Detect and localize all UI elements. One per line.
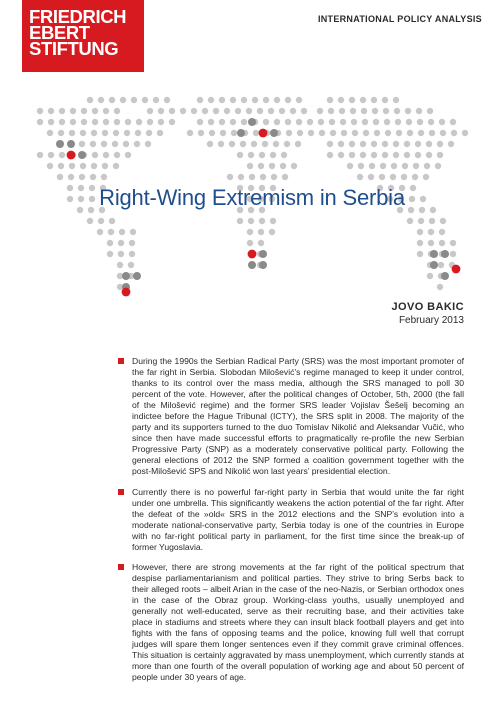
map-dot xyxy=(382,152,388,158)
map-dot xyxy=(78,151,86,159)
author-name: JOVO BAKIC xyxy=(391,301,464,313)
map-dot xyxy=(407,218,413,224)
map-dot xyxy=(248,118,256,126)
map-dot xyxy=(248,250,257,259)
map-dot xyxy=(109,97,115,103)
map-dot xyxy=(208,97,214,103)
map-dot xyxy=(341,130,347,136)
map-dot xyxy=(67,151,76,160)
map-dot xyxy=(235,108,241,114)
map-dot xyxy=(102,130,108,136)
map-dot xyxy=(328,108,334,114)
map-dot xyxy=(380,163,386,169)
map-dot xyxy=(415,152,421,158)
map-dot xyxy=(102,163,108,169)
map-dot xyxy=(240,141,246,147)
map-dot xyxy=(263,97,269,103)
map-dot xyxy=(327,141,333,147)
map-dot xyxy=(146,130,152,136)
publication-date: February 2013 xyxy=(398,315,464,326)
map-dot xyxy=(368,174,374,180)
map-dot xyxy=(360,97,366,103)
map-dot xyxy=(48,119,54,125)
map-dot xyxy=(103,108,109,114)
map-dot xyxy=(437,284,443,290)
map-dot xyxy=(153,97,159,103)
map-dot xyxy=(145,141,151,147)
map-dot xyxy=(418,130,424,136)
map-dot xyxy=(296,119,302,125)
map-dot xyxy=(37,119,43,125)
map-dot xyxy=(246,108,252,114)
map-dot xyxy=(136,119,142,125)
map-dot xyxy=(227,174,233,180)
map-dot xyxy=(213,108,219,114)
map-dot xyxy=(428,229,434,235)
map-dot xyxy=(237,218,243,224)
map-dot xyxy=(269,163,275,169)
map-dot xyxy=(451,130,457,136)
map-dot xyxy=(230,97,236,103)
map-dot xyxy=(270,218,276,224)
map-dot xyxy=(430,250,438,258)
map-dot xyxy=(157,130,163,136)
map-dot xyxy=(219,119,225,125)
map-dot xyxy=(329,119,335,125)
map-dot xyxy=(430,261,438,269)
map-dot xyxy=(273,141,279,147)
map-dot xyxy=(58,130,64,136)
map-dot xyxy=(417,229,423,235)
map-dot xyxy=(393,141,399,147)
map-dot xyxy=(394,108,400,114)
map-dot xyxy=(435,163,441,169)
map-dot xyxy=(230,119,236,125)
map-dot xyxy=(286,130,292,136)
map-dot xyxy=(118,240,124,246)
map-dot xyxy=(402,163,408,169)
map-dot xyxy=(59,119,65,125)
map-dot xyxy=(382,97,388,103)
map-dot xyxy=(362,119,368,125)
map-dot xyxy=(247,229,253,235)
summary-point xyxy=(118,487,464,553)
map-dot xyxy=(285,97,291,103)
map-dot xyxy=(371,141,377,147)
map-dot xyxy=(147,119,153,125)
map-dot xyxy=(59,152,65,158)
map-dot xyxy=(426,141,432,147)
map-dot xyxy=(317,108,323,114)
map-dot xyxy=(114,152,120,158)
map-dot xyxy=(92,119,98,125)
map-dot xyxy=(219,97,225,103)
map-dot xyxy=(247,240,253,246)
map-dot xyxy=(218,141,224,147)
map-dot xyxy=(429,218,435,224)
map-dot xyxy=(164,97,170,103)
map-dot xyxy=(220,130,226,136)
map-dot xyxy=(120,97,126,103)
logo-line-3: STIFTUNG xyxy=(29,38,119,59)
map-dot xyxy=(262,141,268,147)
map-dot xyxy=(330,130,336,136)
map-dot xyxy=(107,240,113,246)
map-dot xyxy=(415,141,421,147)
map-dot xyxy=(113,163,119,169)
map-dot xyxy=(361,108,367,114)
map-dot xyxy=(101,141,107,147)
map-dot xyxy=(142,97,148,103)
map-dot xyxy=(180,108,186,114)
map-dot xyxy=(406,119,412,125)
map-dot xyxy=(252,97,258,103)
map-dot xyxy=(158,108,164,114)
summary-point-text: However, there are strong movements at the far right of the political spectrum that despise parliamentarianism and political parties. They strive to bring Serbs back to their alleged roots – albeit Arian in the case of the neo-Nazis, or Serbian orthodox ones in the case of the Obraz group. Working-class youths, usually unemployed and generally not well-educated, serve as their recruiting base, and their activities take place in stadiums and streets where they can insult black football players and get into fights with the fans of opposing teams and the police, knowing full well that corrupt judges will spare them longer sentences even if they commit grave criminal offences. This situation is certainly aggravated by mass unemployment, which currently stands at more than one fourth of the overall population of working age and about 50 percent of people under 30 years of age. xyxy=(132,561,464,683)
map-dot xyxy=(125,119,131,125)
map-dot xyxy=(248,152,254,158)
map-dot xyxy=(401,174,407,180)
map-dot xyxy=(131,97,137,103)
map-dot xyxy=(440,130,446,136)
map-dot xyxy=(58,163,64,169)
map-dot xyxy=(103,152,109,158)
map-dot xyxy=(147,108,153,114)
map-dot xyxy=(169,108,175,114)
map-dot xyxy=(269,229,275,235)
map-dot xyxy=(462,130,468,136)
map-dot xyxy=(237,152,243,158)
map-dot xyxy=(417,251,423,257)
map-dot xyxy=(383,108,389,114)
map-dot xyxy=(437,141,443,147)
map-dot xyxy=(92,152,98,158)
map-dot xyxy=(439,229,445,235)
map-dot xyxy=(249,174,255,180)
map-dot xyxy=(405,108,411,114)
map-dot xyxy=(352,130,358,136)
map-dot xyxy=(37,152,43,158)
map-dot xyxy=(424,163,430,169)
map-dot xyxy=(438,262,444,268)
map-dot xyxy=(327,152,333,158)
map-dot xyxy=(208,119,214,125)
map-dot xyxy=(81,119,87,125)
map-dot xyxy=(416,108,422,114)
map-dot xyxy=(318,119,324,125)
map-dot xyxy=(441,250,449,258)
map-dot xyxy=(118,251,124,257)
map-dot xyxy=(47,163,53,169)
map-dot xyxy=(327,97,333,103)
map-dot xyxy=(48,152,54,158)
logo-line-1: FRIEDRICH xyxy=(29,6,127,27)
map-dot xyxy=(439,119,445,125)
map-dot xyxy=(259,152,265,158)
map-dot xyxy=(48,108,54,114)
map-dot xyxy=(450,240,456,246)
map-dot xyxy=(384,119,390,125)
map-dot xyxy=(393,152,399,158)
map-dot xyxy=(395,119,401,125)
map-dot xyxy=(237,129,245,137)
map-dot xyxy=(258,229,264,235)
map-dot xyxy=(117,262,123,268)
map-dot xyxy=(268,108,274,114)
map-dot xyxy=(112,141,118,147)
map-dot xyxy=(135,130,141,136)
map-dot xyxy=(427,273,433,279)
summary-point-text: Currently there is no powerful far-right party in Serbia that would unite the far right under one umbrella. This significantly weakens the action potential of the far right. After the defeat of the »old« SRS in the 2012 elections and the SNP’s evolution into a moderate national-conservative party, Serbia today is one of the countries in Europe with no far-right political party in parliament, for the first time since the break-up of former Yugoslavia. xyxy=(132,486,464,552)
map-dot xyxy=(427,108,433,114)
map-dot xyxy=(87,97,93,103)
map-dot xyxy=(134,141,140,147)
map-dot xyxy=(274,97,280,103)
map-dot xyxy=(207,141,213,147)
map-dot xyxy=(98,97,104,103)
map-dot xyxy=(69,130,75,136)
map-dot xyxy=(307,119,313,125)
map-dot xyxy=(158,119,164,125)
map-dot xyxy=(259,218,265,224)
map-dot xyxy=(263,119,269,125)
map-dot xyxy=(448,141,454,147)
map-dot xyxy=(407,130,413,136)
map-dot xyxy=(417,119,423,125)
map-dot xyxy=(187,130,193,136)
map-dot xyxy=(91,163,97,169)
map-dot xyxy=(296,97,302,103)
map-dot xyxy=(418,218,424,224)
map-dot xyxy=(69,163,75,169)
map-dot xyxy=(338,97,344,103)
map-dot xyxy=(79,174,85,180)
map-dot xyxy=(349,97,355,103)
map-dot xyxy=(285,119,291,125)
map-dot xyxy=(257,108,263,114)
map-dot xyxy=(280,163,286,169)
map-dot xyxy=(371,152,377,158)
map-dot xyxy=(340,119,346,125)
map-dot xyxy=(103,119,109,125)
map-dot xyxy=(339,108,345,114)
map-dot xyxy=(284,141,290,147)
map-dot xyxy=(279,108,285,114)
map-dot xyxy=(90,141,96,147)
summary-point xyxy=(118,562,464,684)
dot-world-map-graphic xyxy=(0,0,504,330)
map-dot xyxy=(81,108,87,114)
map-dot xyxy=(373,119,379,125)
map-dot xyxy=(390,174,396,180)
map-dot xyxy=(357,174,363,180)
map-dot xyxy=(363,130,369,136)
map-dot xyxy=(297,130,303,136)
map-dot xyxy=(209,130,215,136)
map-dot xyxy=(253,130,259,136)
map-dot xyxy=(301,108,307,114)
map-dot xyxy=(437,152,443,158)
map-dot xyxy=(114,119,120,125)
map-dot xyxy=(450,251,456,257)
red-square-bullet-icon xyxy=(118,358,124,364)
map-dot xyxy=(80,130,86,136)
map-dot xyxy=(108,229,114,235)
map-dot xyxy=(248,261,256,269)
map-dot xyxy=(251,141,257,147)
map-dot xyxy=(202,108,208,114)
map-dot xyxy=(452,265,461,274)
map-dot xyxy=(80,163,86,169)
summary-points xyxy=(118,356,464,692)
map-dot xyxy=(247,163,253,169)
map-dot xyxy=(369,163,375,169)
map-dot xyxy=(374,130,380,136)
map-dot xyxy=(260,174,266,180)
map-dot xyxy=(241,97,247,103)
map-dot xyxy=(68,174,74,180)
map-dot xyxy=(396,130,402,136)
map-dot xyxy=(338,141,344,147)
map-dot xyxy=(123,141,129,147)
map-dot xyxy=(347,163,353,169)
map-dot xyxy=(238,174,244,180)
map-dot xyxy=(197,119,203,125)
map-dot xyxy=(79,141,85,147)
map-dot xyxy=(308,130,314,136)
map-dot xyxy=(271,174,277,180)
map-dot xyxy=(229,141,235,147)
series-label: INTERNATIONAL POLICY ANALYSIS xyxy=(317,14,482,24)
map-dot xyxy=(404,152,410,158)
map-dot xyxy=(385,130,391,136)
map-dot xyxy=(350,108,356,114)
map-dot xyxy=(450,119,456,125)
map-dot xyxy=(122,288,131,297)
map-dot xyxy=(67,140,75,148)
map-dot xyxy=(169,119,175,125)
map-dot xyxy=(133,272,141,280)
map-dot xyxy=(70,108,76,114)
map-dot xyxy=(90,174,96,180)
map-dot xyxy=(349,141,355,147)
map-dot xyxy=(360,152,366,158)
map-dot xyxy=(197,97,203,103)
map-dot xyxy=(393,97,399,103)
map-dot xyxy=(372,108,378,114)
map-dot xyxy=(101,174,107,180)
map-dot xyxy=(295,141,301,147)
map-dot xyxy=(129,240,135,246)
map-dot xyxy=(428,119,434,125)
map-dot xyxy=(412,174,418,180)
map-dot xyxy=(360,141,366,147)
map-dot xyxy=(349,152,355,158)
map-dot xyxy=(439,240,445,246)
map-dot xyxy=(91,130,97,136)
map-dot xyxy=(119,229,125,235)
map-dot xyxy=(281,152,287,158)
map-dot xyxy=(98,218,104,224)
map-dot xyxy=(274,119,280,125)
map-dot xyxy=(351,119,357,125)
map-dot xyxy=(258,163,264,169)
map-dot xyxy=(125,152,131,158)
map-dot xyxy=(338,152,344,158)
map-dot xyxy=(92,108,98,114)
map-dot xyxy=(198,130,204,136)
map-dot xyxy=(124,130,130,136)
map-dot xyxy=(290,108,296,114)
map-dot xyxy=(109,218,115,224)
summary-point-text: During the 1990s the Serbian Radical Party (SRS) was the most important promoter of the far right in Serbia. Slobodan Milošević’s regime managed to keep it under control, thanks to its control over the mass media, although the SRS managed to poll 30 percent of the vote. However, after the political changes of October, 5th, 2000 (the fall of the Milošević regime) and the former SRS leader Vojislav Šešelj becoming an indictee before the Hague Tribunal (ICTY), the SRS split in 2008. The majority of the party and its supporters turned to the duo Tomislav Nikolić and Aleksandar Vučić, who since then have made successful efforts to pragmatically re-profile the new Serbian Progressive Party (SNP) as a moderately conservative political party. Following the general elections of 2012 the SNP formed a coalition government together with the post-Milošević SPS and Nikolić won last years’ presidential election. xyxy=(132,356,464,477)
map-dot xyxy=(87,218,93,224)
map-dot xyxy=(37,108,43,114)
map-dot xyxy=(97,229,103,235)
map-dot xyxy=(259,129,268,138)
red-square-bullet-icon xyxy=(118,489,124,495)
map-dot xyxy=(56,140,64,148)
map-dot xyxy=(371,97,377,103)
map-dot xyxy=(379,174,385,180)
map-dot xyxy=(130,229,136,235)
map-dot xyxy=(258,240,264,246)
map-dot xyxy=(191,108,197,114)
map-dot xyxy=(441,272,449,280)
map-dot xyxy=(413,163,419,169)
map-dot xyxy=(128,262,134,268)
summary-point xyxy=(118,356,464,478)
map-dot xyxy=(440,218,446,224)
document-title: Right-Wing Extremism in Serbia xyxy=(99,185,405,210)
map-dot xyxy=(426,152,432,158)
map-dot xyxy=(391,163,397,169)
map-dot xyxy=(107,251,113,257)
map-dot xyxy=(423,174,429,180)
map-dot xyxy=(47,130,53,136)
map-dot xyxy=(259,261,267,269)
map-dot xyxy=(259,250,267,258)
map-dot xyxy=(248,218,254,224)
map-dot xyxy=(224,108,230,114)
map-dot xyxy=(57,174,63,180)
map-dot xyxy=(129,251,135,257)
map-dot xyxy=(382,141,388,147)
map-dot xyxy=(241,119,247,125)
logo-line-2: EBERT xyxy=(29,22,90,43)
map-dot xyxy=(428,240,434,246)
map-dot xyxy=(270,152,276,158)
map-dot xyxy=(358,163,364,169)
map-dot xyxy=(113,130,119,136)
map-dot xyxy=(404,141,410,147)
map-dot xyxy=(319,130,325,136)
map-dot xyxy=(59,108,65,114)
map-dot xyxy=(70,119,76,125)
map-dot xyxy=(291,163,297,169)
map-dot xyxy=(122,272,130,280)
map-dot xyxy=(270,129,278,137)
map-dot xyxy=(231,130,237,136)
red-square-bullet-icon xyxy=(118,564,124,570)
map-dot xyxy=(417,240,423,246)
map-dot xyxy=(282,174,288,180)
map-dot xyxy=(429,130,435,136)
map-dot xyxy=(114,108,120,114)
